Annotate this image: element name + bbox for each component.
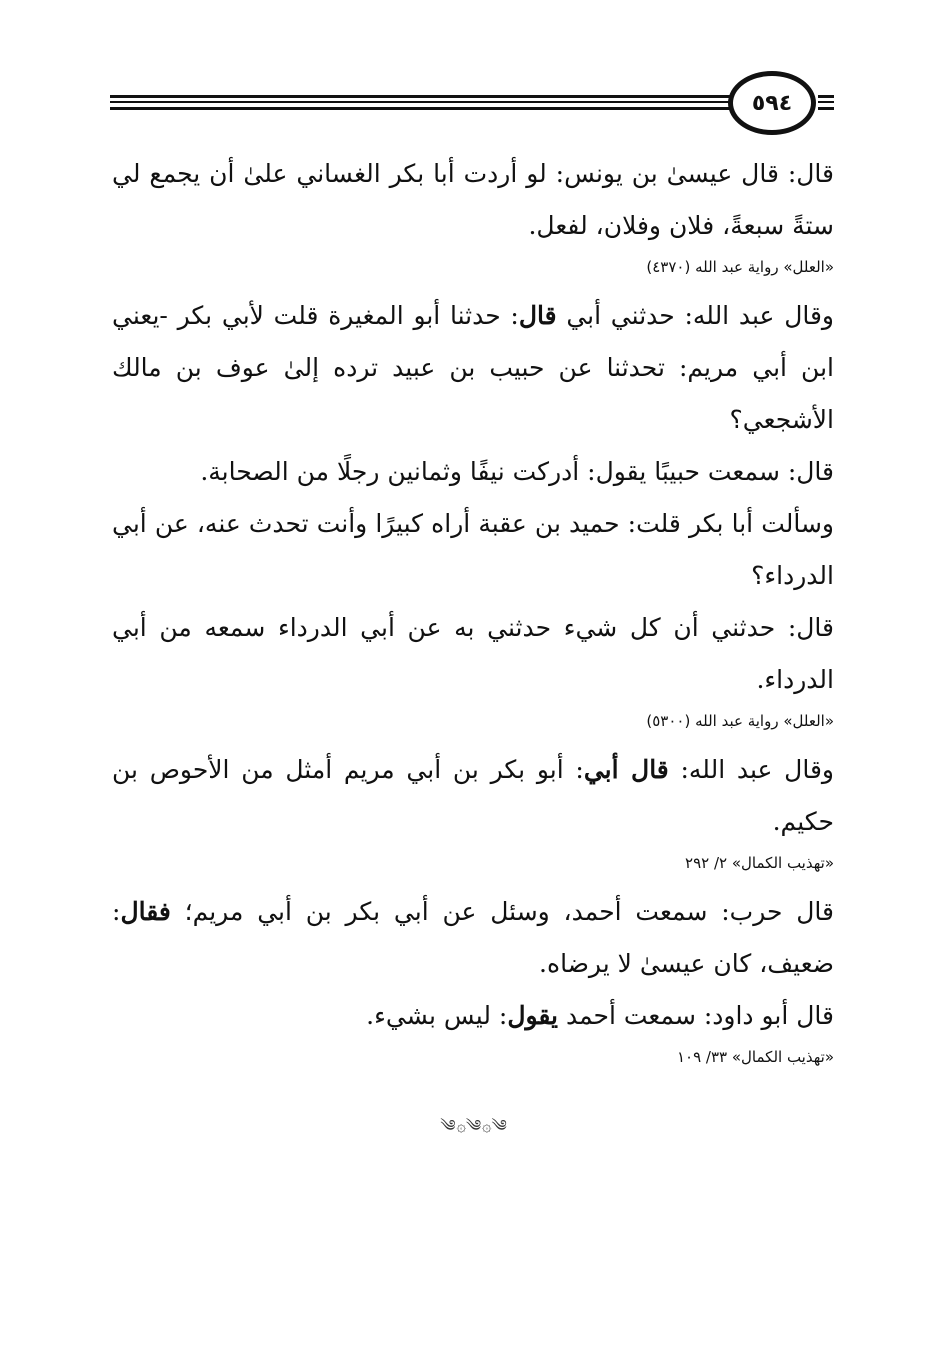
header-rule-right (818, 101, 834, 103)
page-number-oval (728, 71, 816, 135)
paragraph-text: : ضعيف، كان عيسىٰ لا يرضاه. (112, 897, 834, 978)
paragraph (112, 990, 834, 1042)
paragraph: قال: قال عيسىٰ بن يونس: لو أردت أبا بكر الغساني علىٰ أن يجمع لي ستةً سبعةً، فلان وفلان، لفعل. (112, 159, 834, 240)
paragraph (112, 290, 834, 446)
paragraph-text: قال أبو داود: سمعت أحمد (558, 1001, 834, 1030)
bold-keyword: فقال (120, 897, 171, 926)
paragraph: قال: سمعت حبيبًا يقول: أدركت نيفًا وثمانين رجلًا من الصحابة. (200, 457, 834, 486)
page-body (112, 148, 834, 1080)
citation-reference: «تهذيب الكمال» ٣٣/ ١٠٩ (676, 1048, 834, 1066)
paragraph-text: : أبو بكر بن أبي مريم أمثل من الأحوص بن حكيم. (112, 755, 834, 836)
citation-reference: «العلل» رواية عبد الله (٤٣٧٠) (646, 258, 834, 276)
bold-keyword: قال أبي (583, 755, 669, 784)
paragraph: قال: حدثني أن كل شيء حدثني به عن أبي الدرداء سمعه من أبي الدرداء. (112, 613, 834, 694)
header-rule (110, 107, 730, 110)
bold-keyword: قال (518, 301, 557, 330)
paragraph-text: وقال عبد الله: (668, 755, 834, 784)
header-rule (110, 101, 730, 103)
page-header (110, 66, 834, 142)
page-number: ٥٩٤ (751, 90, 793, 116)
citation-reference: «تهذيب الكمال» ٢/ ٢٩٢ (685, 854, 834, 872)
header-rule (110, 95, 730, 98)
header-rule-right (818, 107, 834, 110)
paragraph-text: : ليس بشيء. (366, 1001, 508, 1030)
paragraph-text: : حدثنا أبو المغيرة قلت لأبي بكر -يعني ابن أبي مريم: تحدثنا عن حبيب بن عبيد ترده إلىٰ عوف بن مالك الأشجعي؟ (112, 301, 834, 434)
paragraph (112, 744, 834, 848)
bold-keyword: يقول (507, 1001, 559, 1030)
paragraph: وسألت أبا بكر قلت: حميد بن عقبة أراه كبيرًا وأنت تحدث عنه، عن أبي الدرداء؟ (112, 509, 834, 590)
paragraph (112, 886, 834, 990)
paragraph-text: وقال عبد الله: حدثني أبي (556, 301, 834, 330)
header-rule-right (818, 95, 834, 98)
citation-reference: «العلل» رواية عبد الله (٥٣٠٠) (646, 712, 834, 730)
paragraph-text: قال حرب: سمعت أحمد، وسئل عن أبي بكر بن أبي مريم؛ (170, 897, 834, 926)
end-ornament: ༄۞༄۞༄ (440, 1116, 508, 1135)
